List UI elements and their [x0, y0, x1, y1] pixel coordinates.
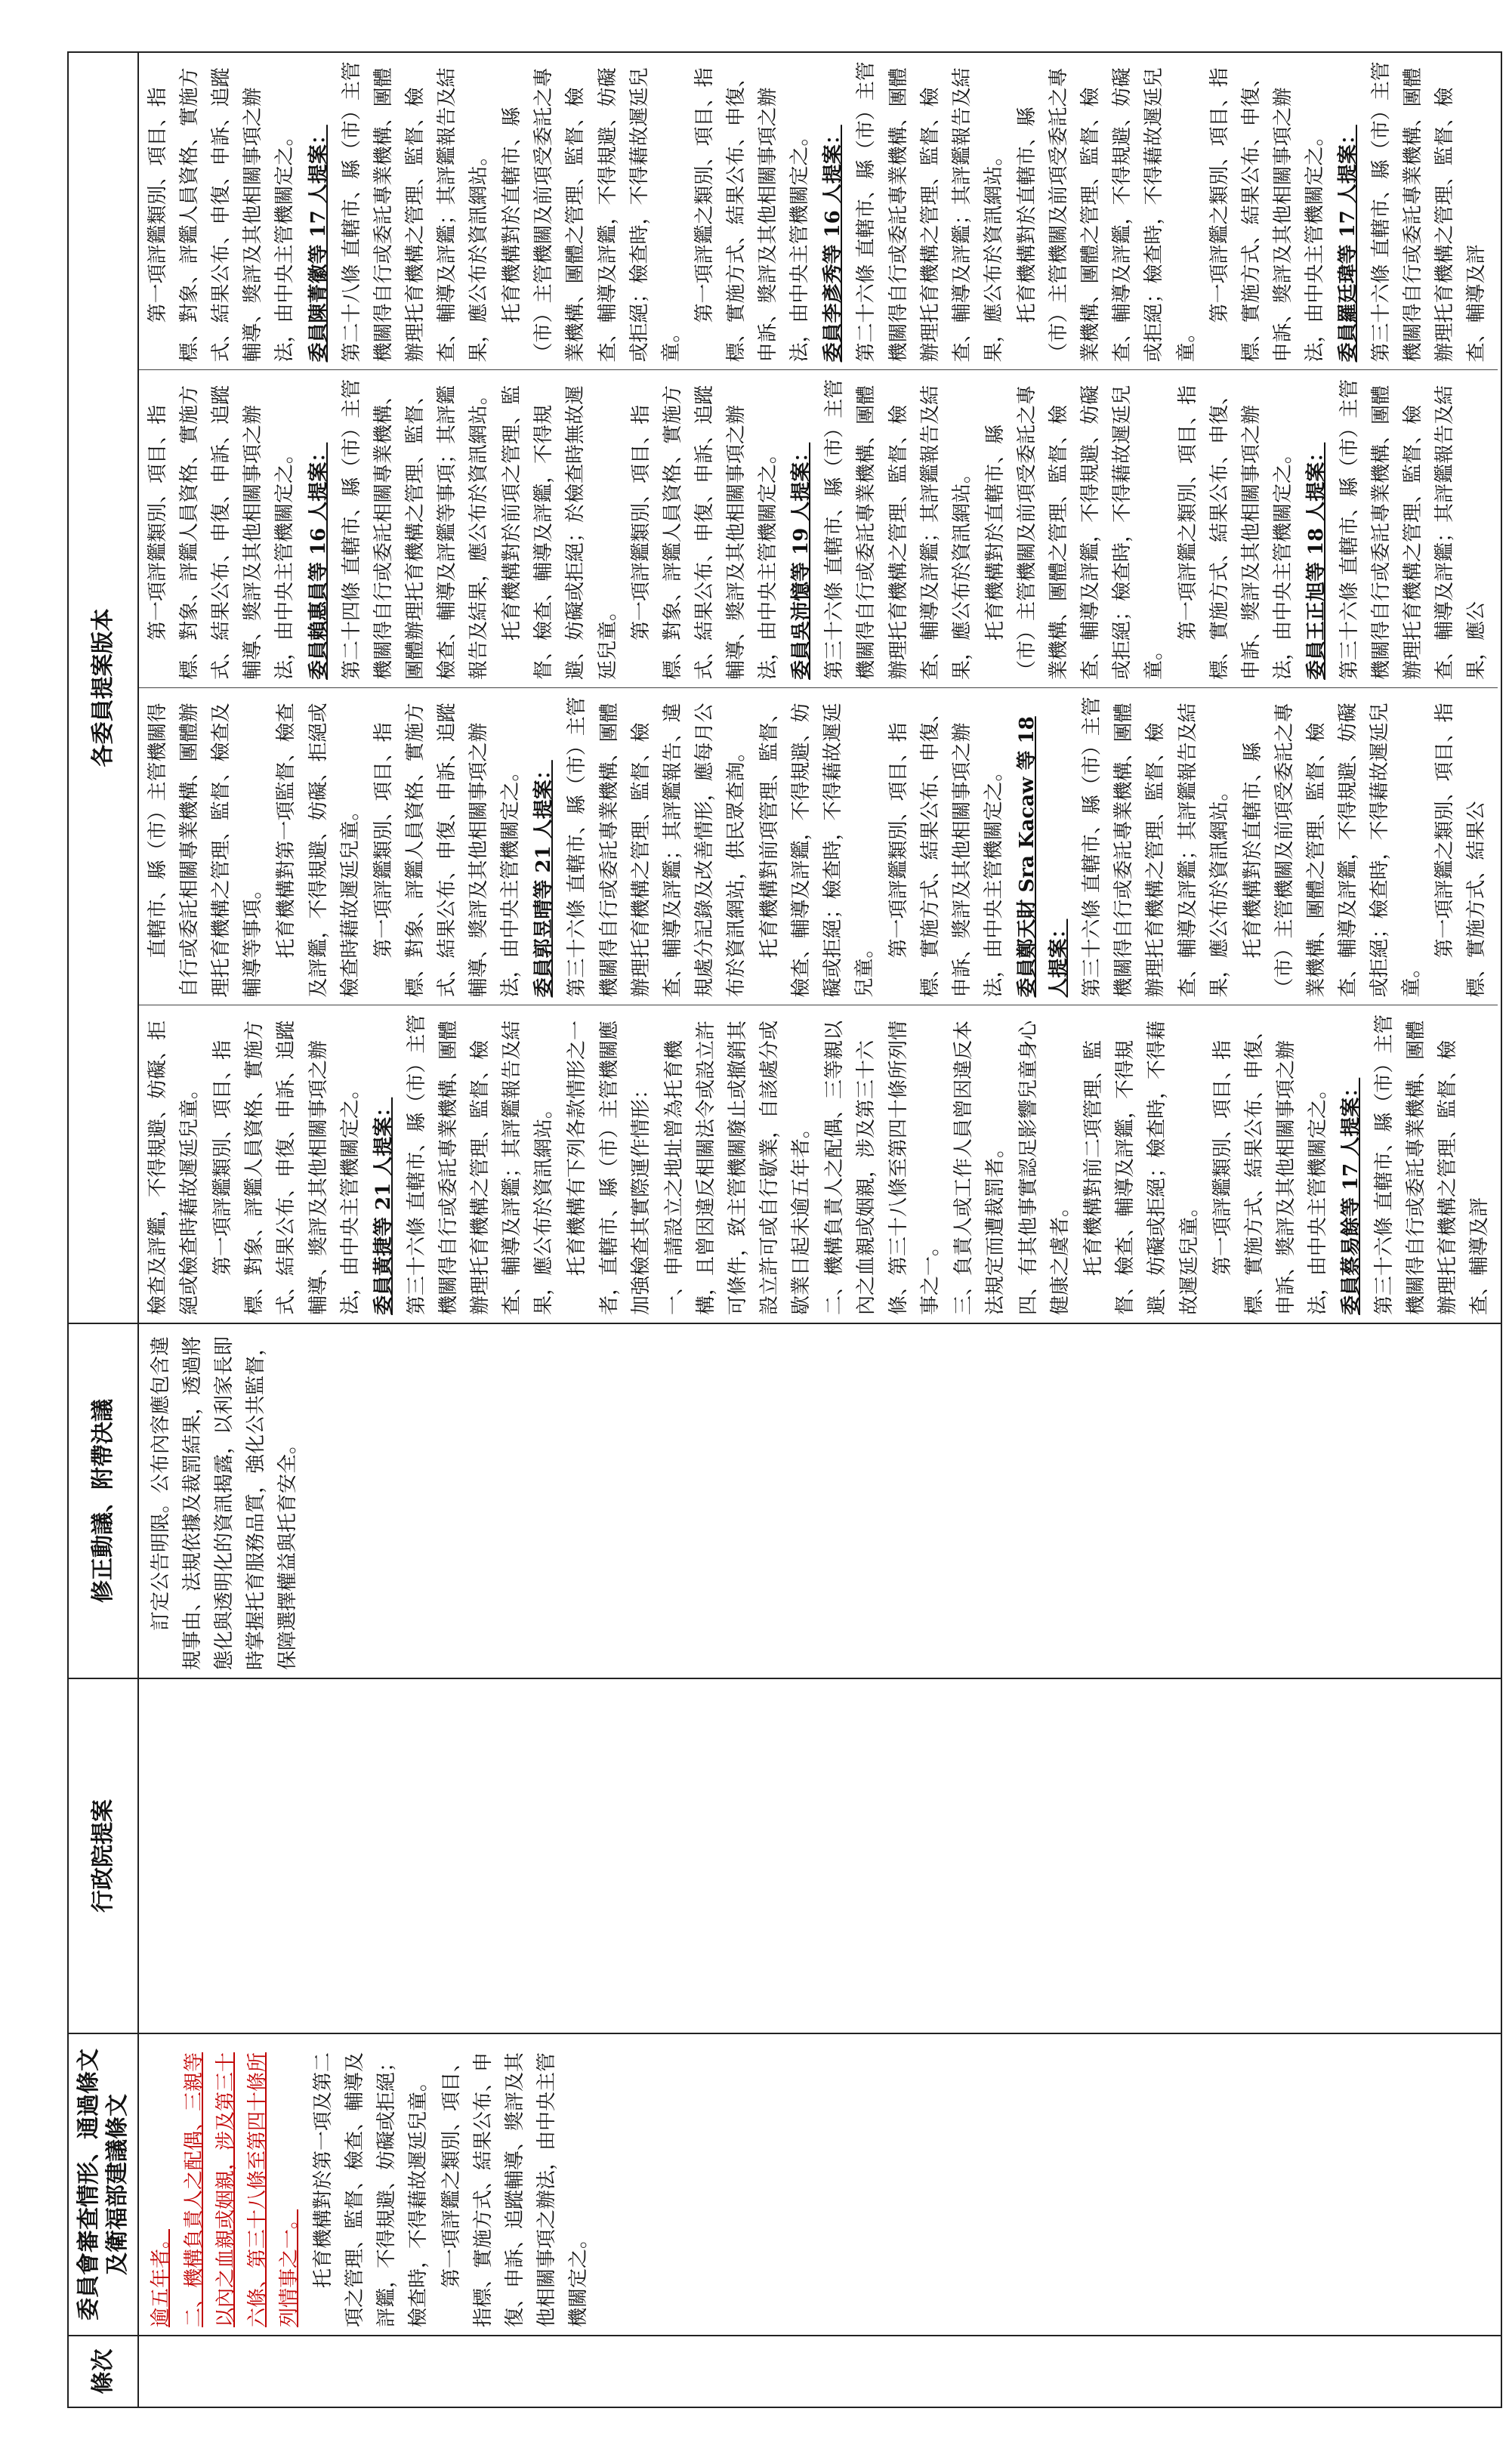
amend-text: 訂定公告明限。公布內容應包含違規事由、法規依據及裁罰結果，透過將態化與透明化的資訊揭露，以利家長即時掌握托育服務品質，強化公共監督，保障選擇權益與托育安全。 — [150, 1335, 300, 1670]
proposer-heading: 委員王正旭等 18 人提案： — [1304, 442, 1328, 680]
proposal-paragraph: 第一項評鑑之類別、項目、指標、實施方式、結果公布、申復、申訴、獎評及其他相關事項之辦法，由中央主管機關定之。 — [693, 67, 812, 363]
proposal-paragraph: 第三十六條 直轄市、縣（市）主管機關得自行或委託專業機構、團體辦理托育機構之管理、監督、檢查、輔導及評鑑；其評鑑報告及結果，應公布於資訊網站。 — [823, 378, 974, 680]
member-column — [139, 688, 1498, 1006]
proposer-heading: 委員郭昱晴等 21 人提案： — [532, 760, 556, 998]
proposal-paragraph: 第一項評鑑類別、項目、指標、實施方式、結果公布、申復、申訴、獎評及其他相關事項之辦法，由中央主管機關定之。 — [1211, 1020, 1329, 1315]
proposal-paragraph: 二、機構負責人之配偶、三等親以內之血親或姻親，涉及第三十六條、第三十八條至第四十條所列情事之一。 — [823, 1020, 942, 1315]
proposer-heading: 委員蔡易餘等 17 人提案： — [1340, 1077, 1363, 1315]
member-columns — [139, 53, 1501, 1323]
proposal-paragraph: 第一項評鑑類別、項目、指標、對象、評鑑人員資格、實施方式、結果公布、申復、申訴、追蹤輔導、獎評及其他相關事項之辦法，由中央主管機關定之。 — [147, 67, 297, 363]
proposal-paragraph: 檢查及評鑑，不得規避、妨礙、拒絕或檢查時藉故遲延兒童。 — [147, 1020, 202, 1315]
proposal-paragraph: 第一項評鑑類別、項目、指標、對象、評鑑人員資格、實施方式、結果公布、申復、申訴、追蹤輔導、獎評及其他相關事項之辦法，由中央主管機關定之。 — [211, 1020, 362, 1315]
cell-amend — [138, 1323, 1501, 1678]
cell-members — [138, 52, 1501, 1323]
proposal-paragraph: 第二十六條 直轄市、縣（市）主管機關得自行或委託專業機構、團體辦理托育機構之管理、監督、檢查、輔導及評鑑；其評鑑報告及結果，應公布於資訊網站。 — [855, 61, 1005, 363]
committee-paragraph: 托育機構對於第一項及第二項之管理、監督、檢查、輔導及評鑑，不得規避、妨礙或拒絕；檢查時，不得藉故遲延兒童。 — [311, 2052, 430, 2327]
proposal-paragraph: 第三十六條 直轄市、縣（市）主管機關得自行或委託專業機構、團體辦理托育機構之管理、監督、檢查、輔導及評鑑；其評鑑報告、違規處分記錄及改善情形，應每月公布於資訊網站，供民眾查詢。 — [566, 696, 748, 998]
proposal-paragraph: 托育機構有下列各款情形之一者，直轄市、縣（市）主管機關應加強檢查其實際運作情形： — [566, 1020, 653, 1315]
proposer-heading: 委員吳沛憶等 19 人提案： — [790, 442, 813, 680]
proposer-heading: 委員鄭天財 Sra Kacaw 等 18 人提案： — [1015, 716, 1071, 998]
proposal-paragraph: 一、申請設立之地址曾為托育機構，且曾因違反相關法令或設立許可條件，致主管機關廢止或撤銷其設立許可或自行歇業，自該處分或歇業日起未逾五年者。 — [662, 1020, 813, 1315]
header-row — [68, 52, 138, 2407]
header-committee: 委員會審查情形、通過條文及衛福部建議條文 — [68, 2033, 138, 2336]
proposal-paragraph: 托育機構對第一項監督、檢查及評鑑，不得規避、妨礙、拒絕或檢查時藉故遲延兒童。 — [275, 702, 362, 998]
comparison-table — [67, 51, 1502, 2408]
proposal-paragraph: 第一項評鑑之類別、項目、指標、實施方式、結果公布、申復、申訴、獎評及其他相關事項之辦法，由中央主管機關定之。 — [1176, 384, 1295, 680]
member-column — [139, 371, 1498, 689]
proposal-paragraph: 第三十六條 直轄市、縣（市）主管機關得自行或委託專業機構、團體辦理托育機構之管理、監督、檢查、輔導及評鑑；其評鑑報告及結果，應公布於資訊網站。 — [1081, 696, 1231, 998]
committee-paragraph: 二、機構負責人之配偶、三親等以內之血親或姻親，涉及第三十六條、第三十八條至第四十條所列情事之一。 — [183, 2052, 301, 2327]
proposal-paragraph: 第一項評鑑類別、項目、指標、對象、評鑑人員資格、實施方式、結果公布、申復、申訴、追蹤輔導、獎評及其他相關事項之辦法，由中央主管機關定之。 — [629, 384, 780, 680]
proposal-paragraph: 第三十六條 直轄市、縣（市）主管機關得自行或委託專業機構、團體辦理托育機構之管理、監督、檢查、輔導及評鑑；其評鑑報告及結果，應公布於資訊網站。 — [405, 1014, 556, 1315]
content-row — [138, 52, 1501, 2407]
member-column — [139, 53, 1498, 371]
proposal-paragraph: 第一項評鑑類別、項目、指標、對象、評鑑人員資格、實施方式、結果公布、申復、申訴、追蹤輔導、獎評及其他相關事項之辦法，由中央主管機關定之。 — [147, 384, 297, 680]
proposal-paragraph: 第一項評鑑類別、項目、指標、實施方式、結果公布、申復、申訴、獎評及其他相關事項之辦法，由中央主管機關定之。 — [887, 702, 1005, 998]
proposal-paragraph: 第一項評鑑之類別、項目、指標、實施方式、結果公 — [1433, 702, 1489, 998]
proposal-paragraph: 托育機構對於直轄市、縣（市）主管機關及前項受委託之專業機構、團體之管理、監督、檢查、輔導及評鑑，不得規避、妨礙或拒絕；檢查時，不得藉故遲延兒童。 — [1015, 67, 1198, 363]
proposer-heading: 委員陳菁徽等 17 人提案： — [307, 125, 330, 363]
proposal-paragraph: 第二十四條 直轄市、縣（市）主管機關得自行或委託相關專業機構、團體辦理托育機構之管理、監督、檢查、輔導及評鑑等事項；其評鑑報告及結果，應公布於資訊網站。 — [340, 378, 491, 680]
committee-paragraph: 第一項評鑑之類別、項目、指標、實施方式、結果公布、申復、申訴、追蹤輔導、獎評及其他相關事項之辦法，由中央主管機關定之。 — [440, 2052, 591, 2327]
proposal-paragraph: 托育機構對於直轄市、縣（市）主管機關及前項受委託之專業機構、團體之管理、監督、檢查、輔導及評鑑，不得規避、妨礙或拒絕；檢查時，不得藉故遲延兒童。 — [1241, 702, 1424, 998]
proposer-heading: 委員李彥秀等 16 人提案： — [822, 125, 845, 363]
proposal-paragraph: 第一項評鑑之類別、項目、指標、實施方式、結果公布、申復、申訴、獎評及其他相關事項之辦法，由中央主管機關定之。 — [1208, 67, 1326, 363]
committee-text — [145, 2042, 595, 2327]
proposal-paragraph: 三、負責人或工作人員曾因違反本法規定而遭裁罰者。 — [952, 1020, 1007, 1315]
committee-paragraph: 逾五年者。 — [150, 2228, 172, 2327]
cell-committee — [138, 2033, 1501, 2336]
proposer-heading: 委員賴惠員等 16 人提案： — [307, 442, 330, 680]
proposal-paragraph: 第三十六條 直轄市、縣（市）主管機關得自行或委託專業機構、團體辦理托育機構之管理、監督、檢查、輔導及評 — [1373, 1014, 1492, 1315]
proposal-paragraph: 第三十六條 直轄市、縣（市）主管機關得自行或委託專業機構、團體辦理托育機構之管理、監督、檢查、輔導及評鑑；其評鑑報告及結果，應公 — [1338, 378, 1489, 680]
proposer-heading: 委員羅廷瑋等 17 人提案： — [1337, 125, 1360, 363]
member-column — [139, 1006, 1501, 1323]
proposal-paragraph: 托育機構對前項管理、監督、檢查、輔導及評鑑，不得規避、妨礙或拒絕；檢查時，不得藉故遲延兒童。 — [758, 702, 877, 998]
proposal-paragraph: 第三十六條 直轄市、縣（市）主管機關得自行或委託專業機構、團體辦理托育機構之管理、監督、檢查、輔導及評 — [1370, 61, 1489, 363]
proposal-paragraph: 第二十八條 直轄市、縣（市）主管機關得自行或委託專業機構、團體辦理托育機構之管理、監督、檢查、輔導及評鑑；其評鑑報告及結果，應公布於資訊網站。 — [340, 61, 491, 363]
header-exec: 行政院提案 — [68, 1678, 138, 2033]
proposal-paragraph: 托育機構對前二項管理、監督、檢查、輔導及評鑑，不得規避、妨礙或拒絕；檢查時，不得藉故遲延兒童。 — [1082, 1020, 1201, 1315]
cell-exec — [138, 1678, 1501, 2033]
header-members: 各委員提案版本 — [68, 52, 138, 1323]
proposer-heading: 委員黃捷等 21 人提案： — [372, 1097, 395, 1315]
rotated-table-frame — [67, 51, 1492, 2408]
proposal-paragraph: 直轄市、縣（市）主管機關得自行或委託相關專業機構、團體辦理托育機構之管理、監督、檢查及輔導等事項。 — [147, 702, 265, 998]
proposal-paragraph: 四、有其他事實認足影響兒童身心健康之虞者。 — [1017, 1020, 1072, 1315]
proposal-paragraph: 托育機構對於直轄市、縣（市）主管機關及前項受委託之專業機構、團體之管理、監督、檢查、輔導及評鑑，不得規避、妨礙或拒絕；檢查時，不得藉故遲延兒童。 — [983, 384, 1166, 680]
header-no: 條次 — [68, 2336, 138, 2407]
proposal-paragraph: 第一項評鑑類別、項目、指標、對象、評鑑人員資格、實施方式、結果公布、申復、申訴、追蹤輔導、獎評及其他相關事項之辦法，由中央主管機關定之。 — [372, 702, 523, 998]
proposal-paragraph: 托育機構對於直轄市、縣（市）主管機關及前項受委託之專業機構、團體之管理、監督、檢查、輔導及評鑑，不得規避、妨礙或拒絕；檢查時，不得藉故遲延兒童。 — [501, 67, 683, 363]
header-amend: 修正動議、附帶決議 — [68, 1323, 138, 1678]
cell-no — [138, 2336, 1501, 2407]
proposal-paragraph: 托育機構對於前項之管理、監督、檢查、輔導及評鑑，不得規避、妨礙或拒絕；於檢查時無故遲延兒童。 — [501, 384, 619, 680]
